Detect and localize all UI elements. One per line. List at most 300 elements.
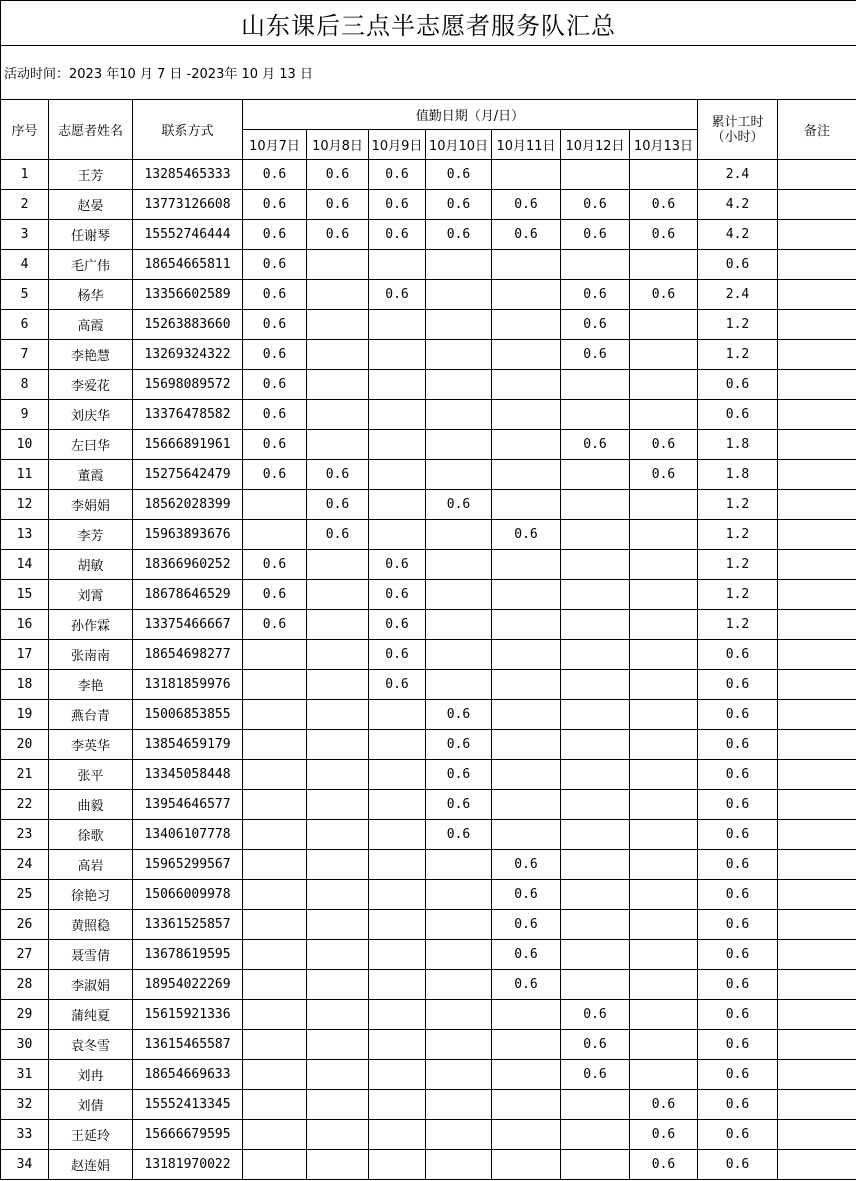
duty-hours-day-4 xyxy=(426,280,492,310)
volunteer-phone: 15965299567 xyxy=(133,850,243,880)
volunteer-name: 任谢琴 xyxy=(49,220,133,250)
duty-hours-day-3 xyxy=(369,970,426,1000)
total-hours: 0.6 xyxy=(698,880,778,910)
duty-hours-day-6: 0.6 xyxy=(561,1060,630,1090)
table-row xyxy=(1,760,856,790)
duty-hours-day-3 xyxy=(369,430,426,460)
table-row xyxy=(1,820,856,850)
table-row xyxy=(1,880,856,910)
duty-hours-day-2 xyxy=(307,340,369,370)
duty-hours-day-2 xyxy=(307,910,369,940)
table-row xyxy=(1,1150,856,1180)
row-index: 3 xyxy=(1,220,49,250)
note-cell xyxy=(778,700,856,730)
note-cell xyxy=(778,670,856,700)
duty-hours-day-2 xyxy=(307,400,369,430)
duty-hours-day-3 xyxy=(369,940,426,970)
duty-hours-day-5 xyxy=(492,760,561,790)
header-total-hours-label: 累计工时（小时） xyxy=(711,114,764,145)
volunteer-phone: 13406107778 xyxy=(133,820,243,850)
duty-hours-day-6: 0.6 xyxy=(561,190,630,220)
duty-hours-day-5: 0.6 xyxy=(492,220,561,250)
duty-hours-day-7 xyxy=(630,250,698,280)
note-cell xyxy=(778,940,856,970)
note-cell xyxy=(778,820,856,850)
volunteer-phone: 13181970022 xyxy=(133,1150,243,1180)
duty-hours-day-2 xyxy=(307,790,369,820)
duty-hours-day-3 xyxy=(369,760,426,790)
volunteer-phone: 13376478582 xyxy=(133,400,243,430)
volunteer-phone: 18366960252 xyxy=(133,550,243,580)
duty-hours-day-5 xyxy=(492,1120,561,1150)
duty-hours-day-5 xyxy=(492,340,561,370)
total-hours: 1.2 xyxy=(698,580,778,610)
duty-hours-day-3: 0.6 xyxy=(369,610,426,640)
duty-hours-day-1 xyxy=(243,820,307,850)
note-cell xyxy=(778,790,856,820)
duty-hours-day-7 xyxy=(630,310,698,340)
duty-hours-day-6 xyxy=(561,1120,630,1150)
table-row xyxy=(1,730,856,760)
row-index: 28 xyxy=(1,970,49,1000)
header-index: 序号 xyxy=(1,100,49,160)
volunteer-name: 蒲纯夏 xyxy=(49,1000,133,1030)
duty-hours-day-3: 0.6 xyxy=(369,280,426,310)
volunteer-phone: 13356602589 xyxy=(133,280,243,310)
duty-hours-day-6 xyxy=(561,610,630,640)
row-index: 8 xyxy=(1,370,49,400)
duty-hours-day-4 xyxy=(426,580,492,610)
duty-hours-day-3 xyxy=(369,700,426,730)
duty-hours-day-2 xyxy=(307,310,369,340)
duty-hours-day-3: 0.6 xyxy=(369,220,426,250)
duty-hours-day-3 xyxy=(369,790,426,820)
note-cell xyxy=(778,370,856,400)
duty-hours-day-2 xyxy=(307,940,369,970)
duty-hours-day-4: 0.6 xyxy=(426,760,492,790)
duty-hours-day-6 xyxy=(561,580,630,610)
duty-hours-day-2 xyxy=(307,970,369,1000)
duty-hours-day-6: 0.6 xyxy=(561,310,630,340)
duty-hours-day-6 xyxy=(561,760,630,790)
duty-hours-day-3 xyxy=(369,340,426,370)
duty-hours-day-5 xyxy=(492,310,561,340)
note-cell xyxy=(778,730,856,760)
duty-hours-day-5: 0.6 xyxy=(492,940,561,970)
note-cell xyxy=(778,1120,856,1150)
note-cell xyxy=(778,430,856,460)
table-row xyxy=(1,970,856,1000)
duty-hours-day-3 xyxy=(369,820,426,850)
duty-hours-day-2 xyxy=(307,700,369,730)
row-index: 5 xyxy=(1,280,49,310)
duty-hours-day-7 xyxy=(630,730,698,760)
table-row xyxy=(1,310,856,340)
duty-hours-day-5 xyxy=(492,550,561,580)
volunteer-phone: 15963893676 xyxy=(133,520,243,550)
row-index: 31 xyxy=(1,1060,49,1090)
duty-hours-day-1 xyxy=(243,1090,307,1120)
row-index: 17 xyxy=(1,640,49,670)
duty-hours-day-7 xyxy=(630,370,698,400)
duty-hours-day-6 xyxy=(561,820,630,850)
duty-hours-day-2: 0.6 xyxy=(307,220,369,250)
volunteer-name: 袁冬雪 xyxy=(49,1030,133,1060)
total-hours: 0.6 xyxy=(698,250,778,280)
note-cell xyxy=(778,280,856,310)
duty-hours-day-1: 0.6 xyxy=(243,610,307,640)
row-index: 12 xyxy=(1,490,49,520)
duty-hours-day-6 xyxy=(561,670,630,700)
duty-hours-day-2 xyxy=(307,250,369,280)
row-index: 34 xyxy=(1,1150,49,1180)
duty-hours-day-5: 0.6 xyxy=(492,850,561,880)
duty-hours-day-5 xyxy=(492,460,561,490)
duty-hours-day-5: 0.6 xyxy=(492,190,561,220)
total-hours: 4.2 xyxy=(698,220,778,250)
duty-hours-day-7 xyxy=(630,820,698,850)
duty-hours-day-7 xyxy=(630,910,698,940)
total-hours: 0.6 xyxy=(698,670,778,700)
row-index: 25 xyxy=(1,880,49,910)
row-index: 16 xyxy=(1,610,49,640)
total-hours: 0.6 xyxy=(698,940,778,970)
total-hours: 0.6 xyxy=(698,1030,778,1060)
duty-hours-day-1: 0.6 xyxy=(243,550,307,580)
volunteer-name: 毛广伟 xyxy=(49,250,133,280)
duty-hours-day-3 xyxy=(369,730,426,760)
total-hours: 0.6 xyxy=(698,400,778,430)
duty-hours-day-1 xyxy=(243,640,307,670)
duty-hours-day-1 xyxy=(243,700,307,730)
header-date-1: 10月7日 xyxy=(243,130,307,160)
duty-hours-day-2: 0.6 xyxy=(307,520,369,550)
row-index: 23 xyxy=(1,820,49,850)
duty-hours-day-7 xyxy=(630,580,698,610)
duty-hours-day-4: 0.6 xyxy=(426,220,492,250)
duty-hours-day-3: 0.6 xyxy=(369,640,426,670)
volunteer-phone: 13361525857 xyxy=(133,910,243,940)
duty-hours-day-4 xyxy=(426,460,492,490)
total-hours: 0.6 xyxy=(698,1120,778,1150)
duty-hours-day-1 xyxy=(243,1120,307,1150)
duty-hours-day-5 xyxy=(492,640,561,670)
duty-hours-day-4 xyxy=(426,250,492,280)
note-cell xyxy=(778,160,856,190)
table-row xyxy=(1,430,856,460)
volunteer-name: 李艳慧 xyxy=(49,340,133,370)
duty-hours-day-7: 0.6 xyxy=(630,1150,698,1180)
header-contact: 联系方式 xyxy=(133,100,243,160)
volunteer-phone: 18654669633 xyxy=(133,1060,243,1090)
table-row xyxy=(1,340,856,370)
duty-hours-day-7: 0.6 xyxy=(630,460,698,490)
table-row xyxy=(1,670,856,700)
duty-hours-day-1: 0.6 xyxy=(243,340,307,370)
total-hours: 1.2 xyxy=(698,490,778,520)
volunteer-name: 聂雪倩 xyxy=(49,940,133,970)
total-hours: 0.6 xyxy=(698,700,778,730)
table-row xyxy=(1,640,856,670)
duty-hours-day-4 xyxy=(426,940,492,970)
row-index: 20 xyxy=(1,730,49,760)
note-cell xyxy=(778,460,856,490)
duty-hours-day-6 xyxy=(561,1150,630,1180)
duty-hours-day-7 xyxy=(630,700,698,730)
duty-hours-day-4: 0.6 xyxy=(426,490,492,520)
row-index: 4 xyxy=(1,250,49,280)
table-row xyxy=(1,580,856,610)
duty-hours-day-6: 0.6 xyxy=(561,1030,630,1060)
total-hours: 0.6 xyxy=(698,1000,778,1030)
row-index: 9 xyxy=(1,400,49,430)
duty-hours-day-5 xyxy=(492,610,561,640)
duty-hours-day-7: 0.6 xyxy=(630,220,698,250)
duty-hours-day-3: 0.6 xyxy=(369,580,426,610)
volunteer-name: 张南南 xyxy=(49,640,133,670)
duty-hours-day-4 xyxy=(426,970,492,1000)
header-total-hours xyxy=(698,100,778,160)
volunteer-phone: 18954022269 xyxy=(133,970,243,1000)
duty-hours-day-6 xyxy=(561,700,630,730)
total-hours: 0.6 xyxy=(698,640,778,670)
duty-hours-day-6 xyxy=(561,730,630,760)
duty-hours-day-3 xyxy=(369,400,426,430)
duty-hours-day-3 xyxy=(369,310,426,340)
duty-hours-day-4: 0.6 xyxy=(426,190,492,220)
note-cell xyxy=(778,760,856,790)
note-cell xyxy=(778,850,856,880)
volunteer-name: 李淑娟 xyxy=(49,970,133,1000)
volunteer-phone: 15263883660 xyxy=(133,310,243,340)
duty-hours-day-5 xyxy=(492,1030,561,1060)
duty-hours-day-6 xyxy=(561,400,630,430)
duty-hours-day-6: 0.6 xyxy=(561,340,630,370)
volunteer-name: 王延玲 xyxy=(49,1120,133,1150)
total-hours: 0.6 xyxy=(698,820,778,850)
duty-hours-day-7 xyxy=(630,880,698,910)
volunteer-name: 李娟娟 xyxy=(49,490,133,520)
duty-hours-day-3 xyxy=(369,1150,426,1180)
duty-hours-day-3 xyxy=(369,1060,426,1090)
duty-hours-day-4 xyxy=(426,640,492,670)
volunteer-name: 王芳 xyxy=(49,160,133,190)
table-row xyxy=(1,940,856,970)
duty-hours-day-4: 0.6 xyxy=(426,790,492,820)
volunteer-phone: 15552746444 xyxy=(133,220,243,250)
duty-hours-day-4 xyxy=(426,850,492,880)
note-cell xyxy=(778,550,856,580)
duty-hours-day-2 xyxy=(307,370,369,400)
row-index: 7 xyxy=(1,340,49,370)
note-cell xyxy=(778,490,856,520)
duty-hours-day-6 xyxy=(561,460,630,490)
duty-hours-day-3 xyxy=(369,520,426,550)
duty-hours-day-1: 0.6 xyxy=(243,160,307,190)
duty-hours-day-7: 0.6 xyxy=(630,1120,698,1150)
volunteer-phone: 15666679595 xyxy=(133,1120,243,1150)
duty-hours-day-6 xyxy=(561,160,630,190)
volunteer-name: 李艳 xyxy=(49,670,133,700)
duty-hours-day-4 xyxy=(426,310,492,340)
volunteer-phone: 13615465587 xyxy=(133,1030,243,1060)
duty-hours-day-5 xyxy=(492,1000,561,1030)
duty-hours-day-3 xyxy=(369,490,426,520)
header-name: 志愿者姓名 xyxy=(49,100,133,160)
volunteer-name: 赵晏 xyxy=(49,190,133,220)
duty-hours-day-7: 0.6 xyxy=(630,280,698,310)
duty-hours-day-4: 0.6 xyxy=(426,160,492,190)
volunteer-phone: 15275642479 xyxy=(133,460,243,490)
row-index: 13 xyxy=(1,520,49,550)
volunteer-phone: 15006853855 xyxy=(133,700,243,730)
duty-hours-day-2 xyxy=(307,580,369,610)
volunteer-phone: 18654665811 xyxy=(133,250,243,280)
duty-hours-day-4 xyxy=(426,1090,492,1120)
total-hours: 0.6 xyxy=(698,910,778,940)
volunteer-name: 李芳 xyxy=(49,520,133,550)
row-index: 21 xyxy=(1,760,49,790)
volunteer-phone: 13954646577 xyxy=(133,790,243,820)
duty-hours-day-4 xyxy=(426,670,492,700)
row-index: 24 xyxy=(1,850,49,880)
duty-hours-day-7 xyxy=(630,610,698,640)
duty-hours-day-6 xyxy=(561,490,630,520)
duty-hours-day-2 xyxy=(307,640,369,670)
table-row xyxy=(1,280,856,310)
table-row xyxy=(1,220,856,250)
header-date-4: 10月10日 xyxy=(426,130,492,160)
note-cell xyxy=(778,1060,856,1090)
duty-hours-day-4 xyxy=(426,1150,492,1180)
row-index: 29 xyxy=(1,1000,49,1030)
duty-hours-day-6: 0.6 xyxy=(561,280,630,310)
total-hours: 1.2 xyxy=(698,310,778,340)
duty-hours-day-6 xyxy=(561,790,630,820)
duty-hours-day-7 xyxy=(630,970,698,1000)
table-row xyxy=(1,460,856,490)
duty-hours-day-2 xyxy=(307,670,369,700)
total-hours: 4.2 xyxy=(698,190,778,220)
duty-hours-day-5: 0.6 xyxy=(492,910,561,940)
duty-hours-day-3 xyxy=(369,460,426,490)
duty-hours-day-1 xyxy=(243,1150,307,1180)
duty-hours-day-2 xyxy=(307,550,369,580)
duty-hours-day-1 xyxy=(243,880,307,910)
duty-hours-day-6 xyxy=(561,970,630,1000)
total-hours: 0.6 xyxy=(698,970,778,1000)
duty-hours-day-7 xyxy=(630,490,698,520)
table-row xyxy=(1,610,856,640)
table-row xyxy=(1,1060,856,1090)
duty-hours-day-5: 0.6 xyxy=(492,520,561,550)
duty-hours-day-5 xyxy=(492,490,561,520)
duty-hours-day-7 xyxy=(630,1000,698,1030)
duty-hours-day-4 xyxy=(426,1120,492,1150)
header-date-7: 10月13日 xyxy=(630,130,698,160)
duty-hours-day-6 xyxy=(561,940,630,970)
duty-hours-day-1 xyxy=(243,490,307,520)
total-hours: 1.2 xyxy=(698,340,778,370)
volunteer-name: 曲毅 xyxy=(49,790,133,820)
note-cell xyxy=(778,640,856,670)
volunteer-phone: 15552413345 xyxy=(133,1090,243,1120)
duty-hours-day-2 xyxy=(307,850,369,880)
duty-hours-day-4 xyxy=(426,1060,492,1090)
note-cell xyxy=(778,610,856,640)
activity-period: 活动时间：2023 年10 月 7 日 -2023年 10 月 13 日 xyxy=(1,46,856,100)
volunteer-name: 刘霄 xyxy=(49,580,133,610)
duty-hours-day-3: 0.6 xyxy=(369,190,426,220)
volunteer-name: 刘倩 xyxy=(49,1090,133,1120)
duty-hours-day-7 xyxy=(630,400,698,430)
row-index: 15 xyxy=(1,580,49,610)
duty-hours-day-5 xyxy=(492,280,561,310)
note-cell xyxy=(778,910,856,940)
duty-hours-day-7 xyxy=(630,760,698,790)
total-hours: 0.6 xyxy=(698,790,778,820)
duty-hours-day-1: 0.6 xyxy=(243,250,307,280)
duty-hours-day-6: 0.6 xyxy=(561,1000,630,1030)
duty-hours-day-1: 0.6 xyxy=(243,190,307,220)
total-hours: 1.2 xyxy=(698,610,778,640)
duty-hours-day-6 xyxy=(561,250,630,280)
duty-hours-day-1 xyxy=(243,670,307,700)
volunteer-phone: 13854659179 xyxy=(133,730,243,760)
volunteer-name: 李英华 xyxy=(49,730,133,760)
header-duty-dates: 值勤日期（月/日） xyxy=(243,100,698,130)
duty-hours-day-7 xyxy=(630,670,698,700)
volunteer-name: 燕台青 xyxy=(49,700,133,730)
header-date-3: 10月9日 xyxy=(369,130,426,160)
duty-hours-day-5: 0.6 xyxy=(492,880,561,910)
volunteer-name: 高霞 xyxy=(49,310,133,340)
total-hours: 1.8 xyxy=(698,460,778,490)
volunteer-phone: 15666891961 xyxy=(133,430,243,460)
duty-hours-day-5 xyxy=(492,1150,561,1180)
row-index: 33 xyxy=(1,1120,49,1150)
duty-hours-day-5 xyxy=(492,730,561,760)
duty-hours-day-5 xyxy=(492,430,561,460)
row-index: 19 xyxy=(1,700,49,730)
duty-hours-day-3 xyxy=(369,250,426,280)
duty-hours-day-1: 0.6 xyxy=(243,580,307,610)
total-hours: 1.2 xyxy=(698,520,778,550)
duty-hours-day-1 xyxy=(243,940,307,970)
duty-hours-day-1 xyxy=(243,850,307,880)
duty-hours-day-2 xyxy=(307,820,369,850)
volunteer-name: 左曰华 xyxy=(49,430,133,460)
volunteer-name: 董霞 xyxy=(49,460,133,490)
duty-hours-day-7 xyxy=(630,1030,698,1060)
volunteer-phone: 13375466667 xyxy=(133,610,243,640)
volunteer-name: 孙作霖 xyxy=(49,610,133,640)
table-row xyxy=(1,1120,856,1150)
duty-hours-day-3 xyxy=(369,370,426,400)
duty-hours-day-6 xyxy=(561,550,630,580)
duty-hours-day-2 xyxy=(307,1000,369,1030)
row-index: 10 xyxy=(1,430,49,460)
total-hours: 2.4 xyxy=(698,280,778,310)
note-cell xyxy=(778,580,856,610)
row-index: 6 xyxy=(1,310,49,340)
total-hours: 0.6 xyxy=(698,1060,778,1090)
total-hours: 0.6 xyxy=(698,1090,778,1120)
duty-hours-day-4 xyxy=(426,880,492,910)
duty-hours-day-1: 0.6 xyxy=(243,400,307,430)
duty-hours-day-5 xyxy=(492,400,561,430)
volunteer-phone: 15698089572 xyxy=(133,370,243,400)
